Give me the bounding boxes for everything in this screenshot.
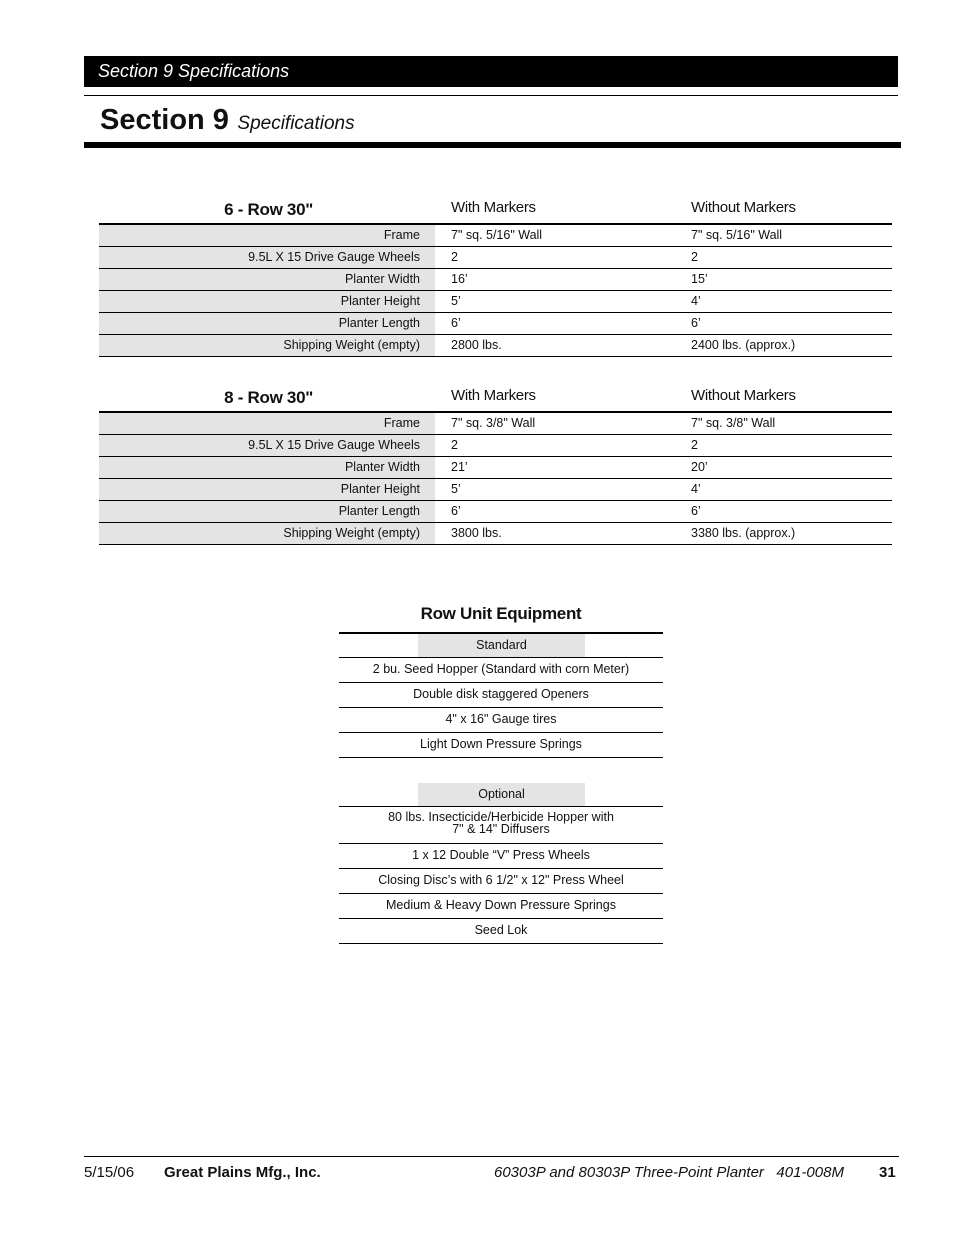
row-label: 9.5L X 15 Drive Gauge Wheels — [99, 247, 435, 268]
row-label: Planter Width — [99, 457, 435, 478]
list-item-line: 7" & 14" Diffusers — [452, 822, 550, 836]
list-item: Double disk staggered Openers — [339, 683, 663, 708]
row-value-with: 6’ — [451, 316, 461, 330]
row-value-without: 2400 lbs. (approx.) — [691, 338, 796, 352]
table-row — [99, 291, 892, 313]
row-value-without: 6’ — [691, 504, 701, 518]
row-label: Planter Length — [99, 501, 435, 522]
row-value-with: 5’ — [451, 482, 461, 496]
page-number: 31 — [879, 1164, 896, 1181]
optional-label: Optional — [418, 783, 585, 806]
column-header-without-markers: Without Markers — [691, 199, 796, 216]
row-value-with: 21’ — [451, 460, 468, 474]
page-title — [100, 104, 355, 137]
row-label: Planter Height — [99, 479, 435, 500]
row-value-with: 3800 lbs. — [451, 526, 502, 540]
section-header-bar — [84, 56, 898, 87]
footer-company: Great Plains Mfg., Inc. — [164, 1164, 321, 1181]
table-row — [99, 225, 892, 247]
page-title-main: Section 9 — [100, 104, 229, 136]
row-value-with: 7" sq. 3/8" Wall — [451, 416, 536, 430]
list-item: 2 bu. Seed Hopper (Standard with corn Meter) — [339, 658, 663, 683]
spec-table-6-row — [99, 198, 892, 357]
table-row — [99, 435, 892, 457]
row-value-with: 2 — [451, 250, 458, 264]
column-header-with-markers: With Markers — [451, 387, 536, 404]
row-value-without: 7" sq. 5/16" Wall — [691, 228, 783, 242]
row-label: Planter Width — [99, 269, 435, 290]
row-value-without: 2 — [691, 438, 698, 452]
list-item — [339, 807, 663, 844]
row-value-without: 7" sq. 3/8" Wall — [691, 416, 776, 430]
row-label: 9.5L X 15 Drive Gauge Wheels — [99, 435, 435, 456]
column-header-with-markers: With Markers — [451, 199, 536, 216]
row-label: Planter Length — [99, 313, 435, 334]
list-item: Medium & Heavy Down Pressure Springs — [339, 894, 663, 919]
optional-equipment-list — [339, 783, 663, 944]
spec-table-title: 8 - Row 30" — [224, 388, 313, 407]
list-item: Seed Lok — [339, 919, 663, 944]
row-value-with: 5’ — [451, 294, 461, 308]
spec-table-header — [99, 386, 892, 413]
row-label: Shipping Weight (empty) — [99, 523, 435, 544]
spec-table-8-row — [99, 386, 892, 545]
table-row — [99, 501, 892, 523]
row-value-without: 2 — [691, 250, 698, 264]
row-value-with: 16’ — [451, 272, 468, 286]
row-value-with: 2800 lbs. — [451, 338, 502, 352]
row-value-without: 6’ — [691, 316, 701, 330]
optional-subheader — [339, 783, 663, 807]
row-unit-equipment-title: Row Unit Equipment — [420, 604, 582, 623]
row-value-without: 4’ — [691, 294, 701, 308]
table-row — [99, 313, 892, 335]
table-row — [99, 269, 892, 291]
row-value-without: 20’ — [691, 460, 708, 474]
row-value-without: 4’ — [691, 482, 701, 496]
list-item: Light Down Pressure Springs — [339, 733, 663, 758]
row-value-without: 3380 lbs. (approx.) — [691, 526, 796, 540]
header-divider — [84, 95, 898, 96]
title-divider — [84, 142, 901, 148]
list-item: 1 x 12 Double “V” Press Wheels — [339, 844, 663, 869]
table-row — [99, 247, 892, 269]
spec-table-header — [99, 198, 892, 225]
standard-subheader — [339, 632, 663, 658]
list-item-line: 80 lbs. Insecticide/Herbicide Hopper with — [388, 810, 614, 824]
row-value-with: 6’ — [451, 504, 461, 518]
table-row — [99, 523, 892, 545]
row-value-with: 7" sq. 5/16" Wall — [451, 228, 543, 242]
standard-label: Standard — [418, 634, 585, 657]
table-row — [99, 457, 892, 479]
row-value-with: 2 — [451, 438, 458, 452]
row-label: Shipping Weight (empty) — [99, 335, 435, 356]
spec-table-title: 6 - Row 30" — [224, 200, 313, 219]
footer-document-title: 60303P and 80303P Three-Point Planter 401-008M — [494, 1164, 844, 1181]
page-title-sub: Specifications — [237, 113, 355, 134]
row-label: Frame — [99, 225, 435, 246]
row-value-without: 15’ — [691, 272, 708, 286]
column-header-without-markers: Without Markers — [691, 387, 796, 404]
row-label: Planter Height — [99, 291, 435, 312]
footer-divider — [84, 1156, 899, 1157]
list-item: 4" x 16" Gauge tires — [339, 708, 663, 733]
standard-equipment-list — [339, 632, 663, 758]
table-row — [99, 413, 892, 435]
table-row — [99, 479, 892, 501]
section-header-text: Section 9 Specifications — [98, 61, 290, 81]
footer-date: 5/15/06 — [84, 1164, 135, 1181]
table-row — [99, 335, 892, 357]
list-item: Closing Disc’s with 6 1/2" x 12" Press Wheel — [339, 869, 663, 894]
row-label: Frame — [99, 413, 435, 434]
